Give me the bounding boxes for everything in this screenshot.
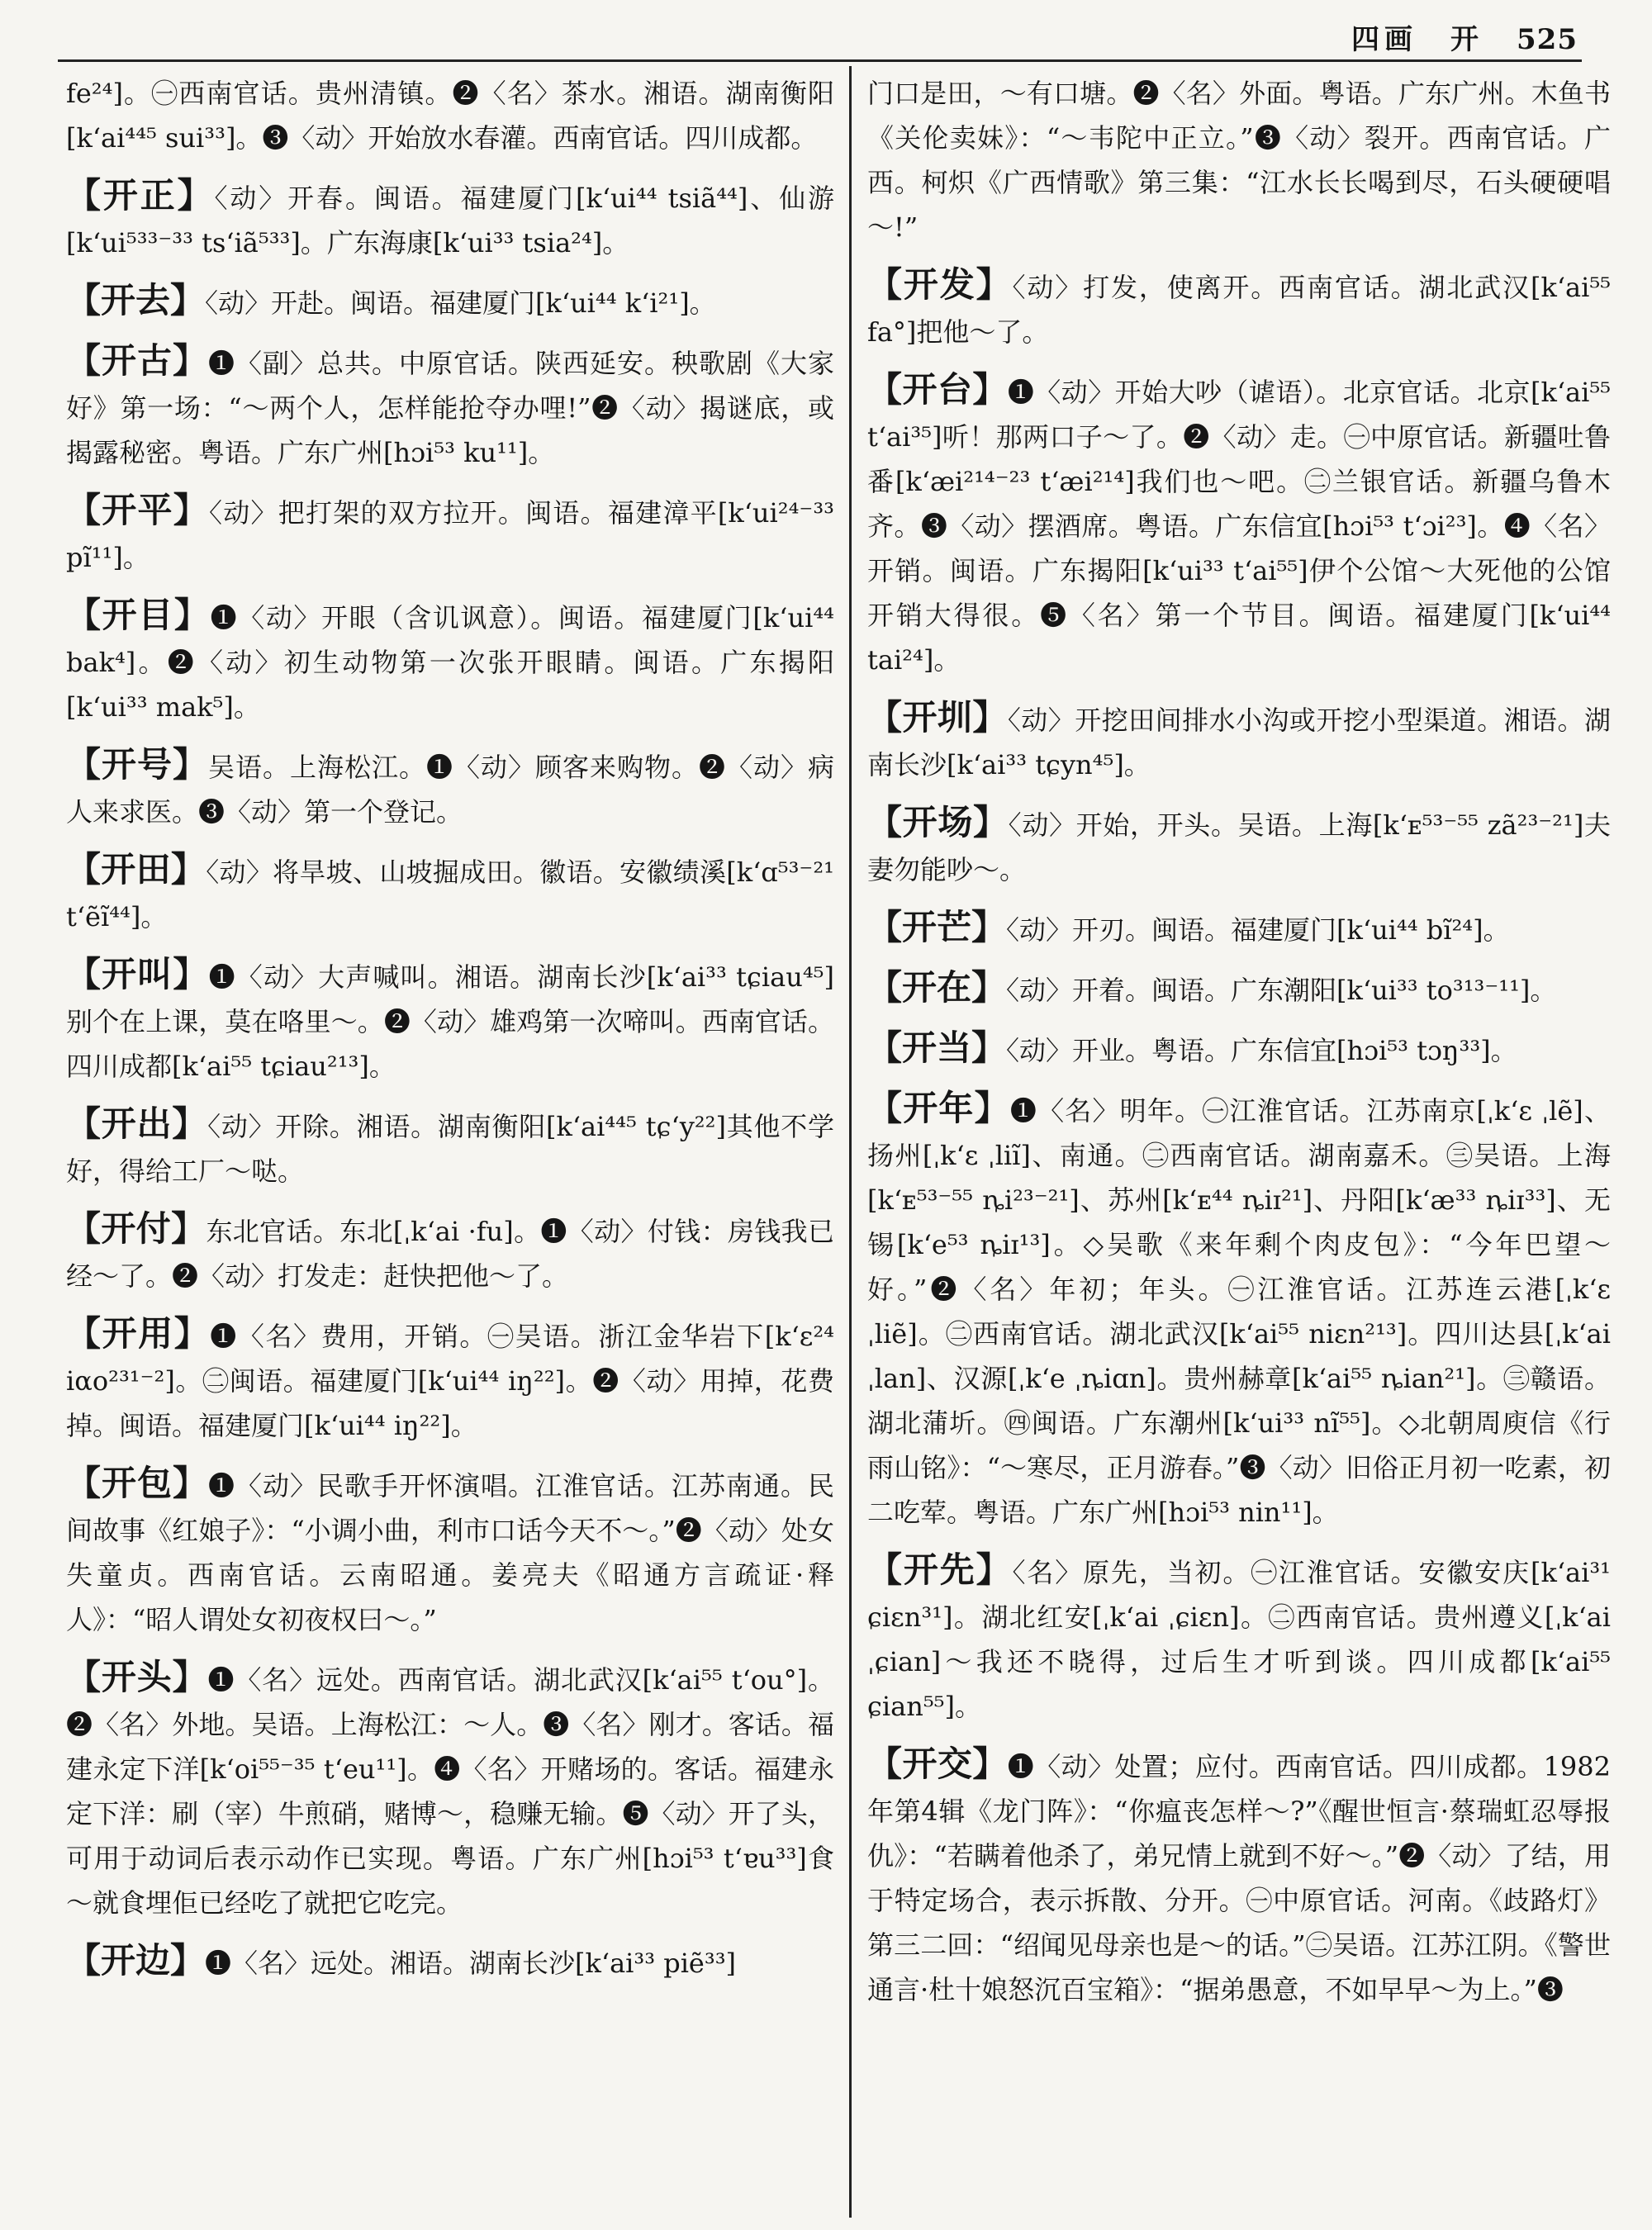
dictionary-entry bbox=[66, 173, 834, 265]
entry-headword: 【开古】 bbox=[66, 340, 208, 381]
dictionary-entry bbox=[66, 1312, 834, 1448]
entry-headword: 【开当】 bbox=[867, 1027, 1007, 1068]
entry-headword: 【开正】 bbox=[66, 175, 215, 216]
section-title: 四画 开 bbox=[1351, 23, 1484, 56]
entry-definition: 〈动〉开赴。闽语。福建厦门[k‘ui⁴⁴ k‘i²¹]。 bbox=[205, 287, 716, 319]
entry-definition: ❶〈名〉明年。㊀江淮官话。江苏南京[ˌk‘ε ˌlẽ]、扬州[ˌk‘ε ˌliĩ]、南通。㊁西南官话。湖南嘉禾。㊂吴语。上海[k‘ᴇ⁵³⁻⁵⁵ ȵi²³⁻²¹]、苏州[k‘ᴇ⁴⁴ ȵiɪ²¹]、丹阳[k‘æ³³ ȵiɪ³³]、无锡[k‘e⁵³ ȵiɪ¹³]。◇吴歌《来年剩个肉皮包》：“今年巴望～好。”❷〈名〉年初；年头。㊀江淮官话。江苏连云港[ˌk‘ε ˌliẽ]。㊁西南官话。湖北武汉[k‘ai⁵⁵ niɛn²¹³]。四川达县[ˌk‘ai ˌlan]、汉源[ˌk‘e ˌȵiɑn]。贵州赫章[k‘ai⁵⁵ ȵian²¹]。㊂赣语。湖北蒲圻。㊃闽语。广东潮州[k‘ui³³ nĩ⁵⁵]。◇北朝周庾信《行雨山铭》：“～寒尽，正月游春。”❸〈动〉旧俗正月初一吃素，初二吃荤。粤语。广东广州[hɔi⁵³ nin¹¹]。 bbox=[867, 1095, 1611, 1528]
entry-definition: ❶〈动〉处置；应付。西南官话。四川成都。1982年第4辑《龙门阵》：“你瘟丧怎样～?”《醒世恒言·蔡瑞虹忍辱报仇》：“若瞒着他杀了，弟兄情上就到不好～。”❷〈动〉了结，用于特定场合，表示拆散、分开。㊀中原官话。河南。《歧路灯》第三二回：“绍闻见母亲也是～的话。”㊁吴语。江苏江阴。《警世通言·杜十娘怒沉百宝箱》：“据弟愚意，不如早早～为上。”❸ bbox=[867, 1751, 1611, 2005]
entry-headword: 【开先】 bbox=[867, 1549, 1013, 1590]
page-number: 525 bbox=[1517, 23, 1578, 56]
dictionary-entry bbox=[66, 339, 834, 475]
entry-definition: 〈动〉开挖田间排水小沟或开挖小型渠道。湘语。湖南长沙[k‘ai³³ tɕyn⁴⁵]。 bbox=[867, 705, 1611, 780]
dictionary-entry bbox=[867, 905, 1611, 952]
entry-definition: ❶〈名〉费用，开销。㊀吴语。浙江金华岩下[k‘ε²⁴ iαo²³¹⁻²]。㊁闽语。福建厦门[k‘ui⁴⁴ iŋ²²]。❷〈动〉用掉，花费掉。闽语。福建厦门[k‘ui⁴⁴ iŋ²²]。 bbox=[66, 1321, 834, 1441]
entry-definition: 〈动〉开春。闽语。福建厦门[k‘ui⁴⁴ tsiã⁴⁴]、仙游[k‘ui⁵³³⁻³³ ts‘iã⁵³³]。广东海康[k‘ui³³ tsia²⁴]。 bbox=[66, 183, 834, 259]
entry-definition: 〈名〉原先，当初。㊀江淮官话。安徽安庆[k‘ai³¹ ɕiɛn³¹]。湖北红安[ˌk‘ai ˌɕiɛn]。㊁西南官话。贵州遵义[ˌk‘ai ˌɕian]～我还不晓得，过后生才听到谈。四川成都[k‘ai⁵⁵ ɕian⁵⁵]。 bbox=[867, 1557, 1611, 1722]
entry-headword: 【开目】 bbox=[66, 595, 211, 635]
dictionary-entry bbox=[66, 952, 834, 1089]
entry-headword: 【开用】 bbox=[66, 1313, 211, 1354]
dictionary-entry bbox=[867, 1086, 1611, 1535]
entry-headword: 【开田】 bbox=[66, 849, 206, 890]
entry-headword: 【开号】 bbox=[66, 744, 208, 785]
entry-headword: 【开平】 bbox=[66, 490, 210, 530]
left-column bbox=[66, 71, 834, 2222]
right-column bbox=[867, 71, 1611, 2222]
dictionary-entry bbox=[867, 800, 1611, 892]
dictionary-entry bbox=[66, 71, 834, 160]
entry-headword: 【开场】 bbox=[867, 802, 1009, 842]
dictionary-entry bbox=[66, 1102, 834, 1193]
entry-headword: 【开付】 bbox=[66, 1208, 206, 1249]
dictionary-entry bbox=[66, 1207, 834, 1298]
entry-headword: 【开发】 bbox=[867, 264, 1013, 305]
page-header bbox=[1351, 17, 1578, 57]
dictionary-entry bbox=[867, 71, 1611, 249]
dictionary-entry bbox=[66, 278, 834, 325]
dictionary-entry bbox=[867, 1742, 1611, 2012]
entry-definition: ❶〈动〉民歌手开怀演唱。江淮官话。江苏南通。民间故事《红娘子》：“小调小曲，利市口话今天不～。”❷〈动〉处女失童贞。西南官话。云南昭通。姜亮夫《昭通方言疏证·释人》：“昭人谓处女初夜权曰～。” bbox=[66, 1470, 834, 1635]
entry-headword: 【开台】 bbox=[867, 369, 1008, 410]
column-divider bbox=[849, 66, 852, 2218]
dictionary-entry bbox=[867, 1548, 1611, 1729]
dictionary-entry bbox=[66, 743, 834, 834]
entry-headword: 【开边】 bbox=[66, 1940, 206, 1981]
dictionary-entry bbox=[66, 488, 834, 580]
dictionary-entry bbox=[867, 966, 1611, 1013]
entry-definition: ❶〈动〉开始大吵（谑语）。北京官话。北京[k‘ai⁵⁵ t‘ai³⁵]听！那两口子～了。❷〈动〉走。㊀中原官话。新疆吐鲁番[k‘æi²¹⁴⁻²³ t‘æi²¹⁴]我们也～吧。㊁兰银官话。新疆乌鲁木齐。❸〈动〉摆酒席。粤语。广东信宜[hɔi⁵³ t‘ɔi²³]。❹〈名〉开销。闽语。广东揭阳[k‘ui³³ t‘ai⁵⁵]伊个公馆～大死他的公馆开销大得很。❺〈名〉第一个节目。闽语。福建厦门[k‘ui⁴⁴ tai²⁴]。 bbox=[867, 377, 1611, 676]
entry-definition: ❶〈动〉开眼（含讥讽意）。闽语。福建厦门[k‘ui⁴⁴ bak⁴]。❷〈动〉初生动物第一次张开眼睛。闽语。广东揭阳[k‘ui³³ mak⁵]。 bbox=[66, 602, 834, 723]
entry-headword: 【开圳】 bbox=[867, 697, 1008, 738]
entry-definition: 东北官话。东北[ˌk‘ai ·fu]。❶〈动〉付钱：房钱我已经～了。❷〈动〉打发走：赶快把他～了。 bbox=[66, 1216, 834, 1292]
entry-headword: 【开包】 bbox=[66, 1463, 208, 1503]
dictionary-entry bbox=[867, 263, 1611, 354]
dictionary-entry bbox=[867, 695, 1611, 787]
dictionary-entry bbox=[66, 1938, 834, 1986]
entry-definition: 门口是田，～有口塘。❷〈名〉外面。粤语。广东广州。木鱼书《关伦卖妹》：“～韦陀中正立。”❸〈动〉裂开。西南官话。广西。柯炽《广西情歌》第三集：“江水长长喝到尽，石头硬硬唱～!” bbox=[867, 78, 1611, 243]
entry-headword: 【开芒】 bbox=[867, 907, 1007, 947]
entry-definition: 吴语。上海松江。❶〈动〉顾客来购物。❷〈动〉病人来求医。❸〈动〉第一个登记。 bbox=[66, 752, 834, 828]
dictionary-entry bbox=[66, 593, 834, 729]
dictionary-entry bbox=[66, 1655, 834, 1925]
dictionary-entry bbox=[66, 1461, 834, 1642]
entry-headword: 【开年】 bbox=[867, 1088, 1010, 1128]
entry-definition: 〈动〉将旱坡、山坡掘成田。徽语。安徽绩溪[k‘ɑ⁵³⁻²¹ t‘ẽĩ⁴⁴]。 bbox=[66, 856, 834, 932]
entry-definition: 〈动〉开着。闽语。广东潮阳[k‘ui³³ to³¹³⁻¹¹]。 bbox=[1006, 975, 1557, 1006]
entry-definition: ❶〈名〉远处。湘语。湖南长沙[k‘ai³³ piẽ³³] bbox=[205, 1948, 737, 1979]
entry-definition: 〈动〉把打架的双方拉开。闽语。福建漳平[k‘ui²⁴⁻³³ pĩ¹¹]。 bbox=[66, 497, 834, 573]
entry-definition: fe²⁴]。㊀西南官话。贵州清镇。❷〈名〉茶水。湘语。湖南衡阳[k‘ai⁴⁴⁵ sui³³]。❸〈动〉开始放水春灌。西南官话。四川成都。 bbox=[66, 78, 834, 154]
entry-definition: 〈动〉打发，使离开。西南官话。湖北武汉[k‘ai⁵⁵ fa°]把他～了。 bbox=[867, 272, 1611, 348]
entry-headword: 【开叫】 bbox=[66, 954, 209, 994]
dictionary-entry bbox=[867, 368, 1611, 682]
entry-headword: 【开去】 bbox=[66, 280, 206, 320]
entry-headword: 【开在】 bbox=[867, 967, 1007, 1008]
header-rule bbox=[58, 59, 1582, 62]
dictionary-entry bbox=[867, 1026, 1611, 1073]
entry-definition: 〈动〉开始，开头。吴语。上海[k‘ᴇ⁵³⁻⁵⁵ zã²³⁻²¹]夫妻勿能吵～。 bbox=[867, 809, 1611, 885]
dictionary-entry bbox=[66, 847, 834, 939]
entry-definition: ❶〈名〉远处。西南官话。湖北武汉[k‘ai⁵⁵ t‘ou°]。❷〈名〉外地。吴语。上海松江：～人。❸〈名〉刚才。客话。福建永定下洋[k‘oi⁵⁵⁻³⁵ t‘eu¹¹]。❹〈名〉开赌场的。客话。福建永定下洋：刷（宰）牛煎硝，赌博～，稳赚无输。❺〈动〉开了头，可用于动词后表示动作已实现。粤语。广东广州[hɔi⁵³ t‘ɐu³³]食～就食埋佢已经吃了就把它吃完。 bbox=[66, 1664, 834, 1919]
entry-definition: 〈动〉开刃。闽语。福建厦门[k‘ui⁴⁴ bĩ²⁴]。 bbox=[1006, 914, 1510, 946]
entry-definition: ❶〈副〉总共。中原官话。陕西延安。秧歌剧《大家好》第一场：“～两个人，怎样能抢夺办哩!”❷〈动〉揭谜底，或揭露秘密。粤语。广东广州[hɔi⁵³ ku¹¹]。 bbox=[66, 348, 834, 468]
entry-definition: ❶〈动〉大声喊叫。湘语。湖南长沙[k‘ai³³ tɕiau⁴⁵]别个在上课，莫在咯里～。❷〈动〉雄鸡第一次啼叫。西南官话。四川成都[k‘ai⁵⁵ tɕiau²¹³]。 bbox=[66, 961, 834, 1082]
entry-definition: 〈动〉开除。湘语。湖南衡阳[k‘ai⁴⁴⁵ tɕ‘y²²]其他不学好，得给工厂～哒。 bbox=[66, 1111, 834, 1187]
entry-headword: 【开出】 bbox=[66, 1103, 208, 1144]
entry-definition: 〈动〉开业。粤语。广东信宜[hɔi⁵³ tɔŋ³³]。 bbox=[1006, 1035, 1517, 1066]
entry-headword: 【开头】 bbox=[66, 1657, 208, 1697]
entry-headword: 【开交】 bbox=[867, 1744, 1008, 1784]
